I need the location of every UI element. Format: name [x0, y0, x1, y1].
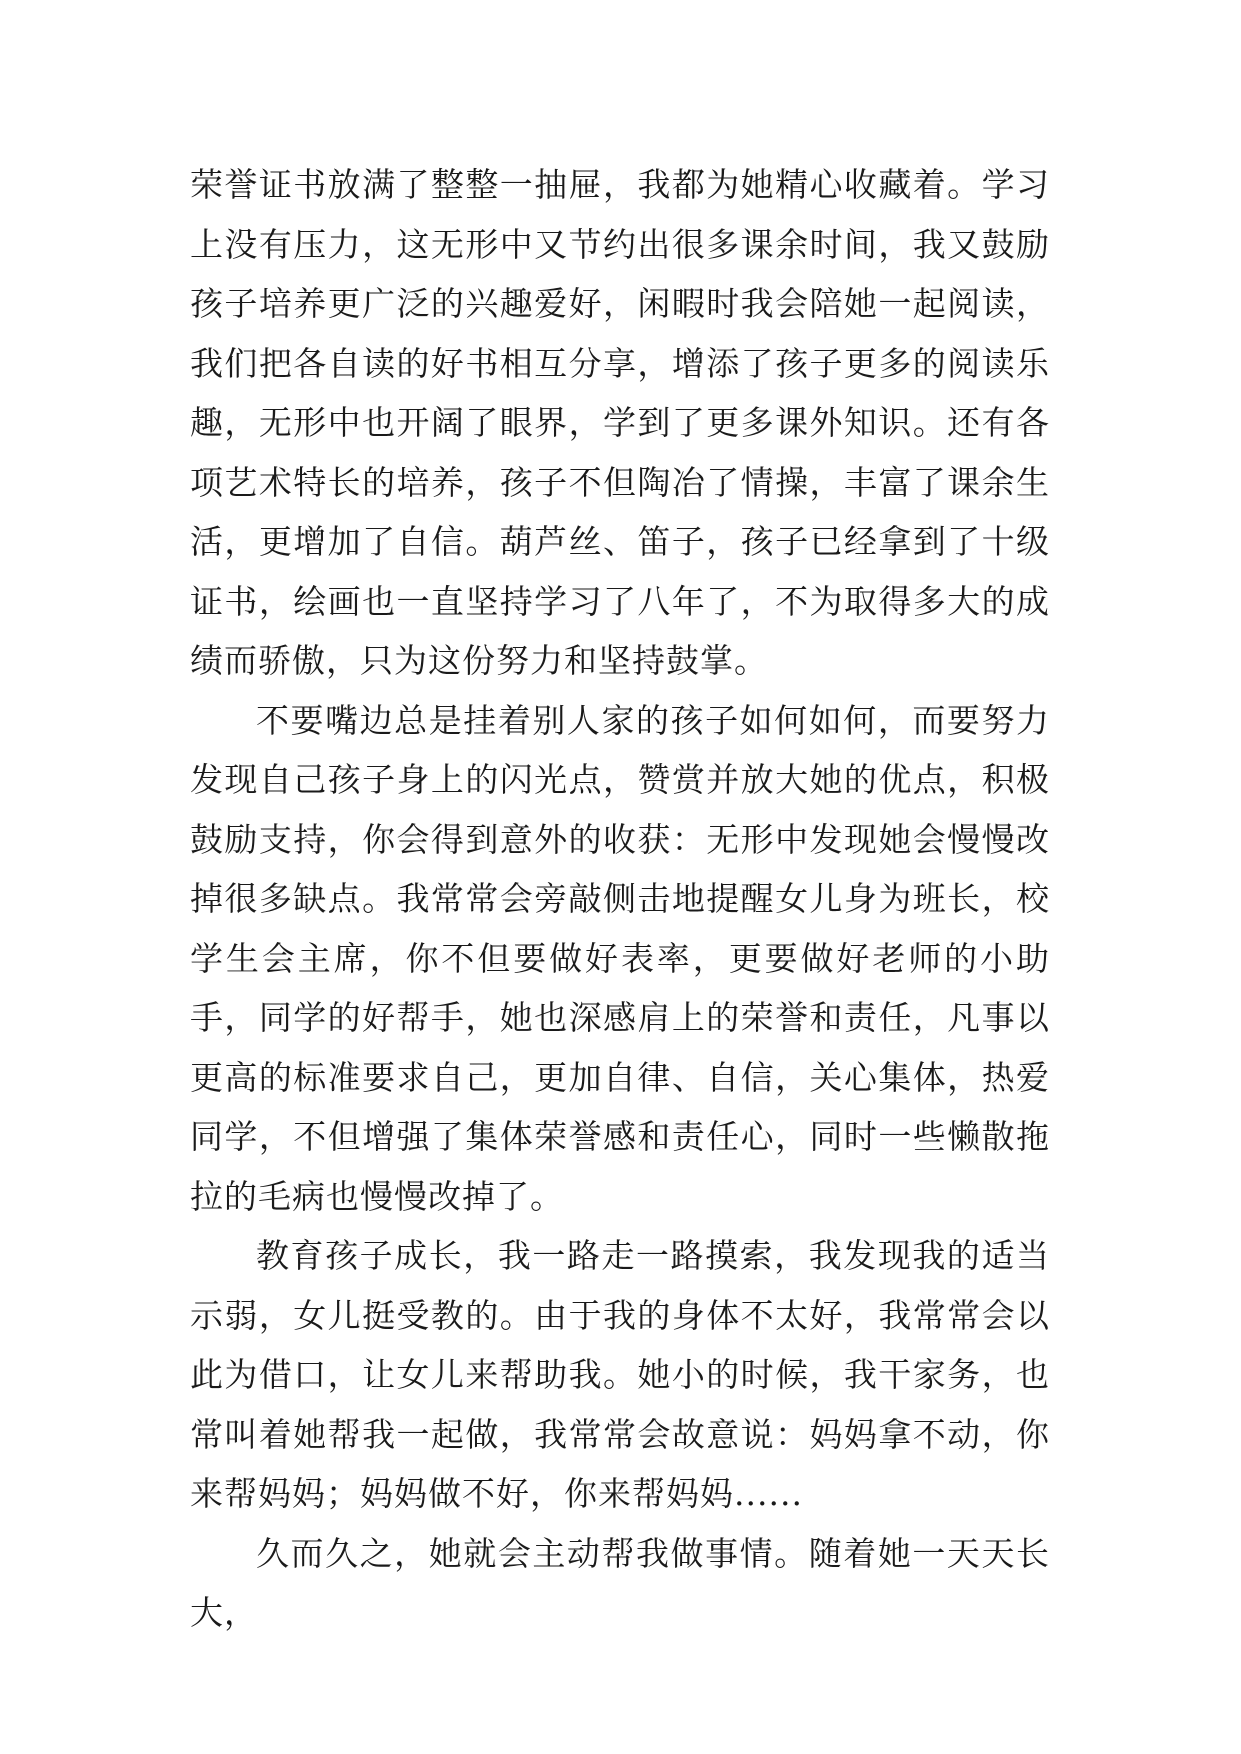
paragraph-4: 久而久之，她就会主动帮我做事情。随着她一天天长大， — [190, 1533, 1050, 1632]
paragraph-2: 不要嘴边总是挂着别人家的孩子如何如何，而要努力发现自己孩子身上的闪光点，赞赏并放大她的优点，积极鼓励支持，你会得到意外的收获：无形中发现她会慢慢改掉很多缺点。我常常会旁敲侧击地提醒女儿身为班长，校学生会主席，你不但要做好表率，更要做好老师的小助手，同学的好帮手，她也深感肩上的荣誉和责任，凡事以更高的标准要求自己，更加自律、自信，关心集体，热爱同学，不但增强了集体荣誉感和责任心，同时一些懒散拖拉的毛病也慢慢改掉了。 — [190, 700, 1050, 1216]
paragraph-3: 教育孩子成长，我一路走一路摸索，我发现我的适当示弱，女儿挺受教的。由于我的身体不太好，我常常会以此为借口，让女儿来帮助我。她小的时候，我干家务，也常叫着她帮我一起做，我常常会故意说：妈妈拿不动，你来帮妈妈；妈妈做不好，你来帮妈妈...... — [190, 1236, 1050, 1513]
paragraph-1: 荣誉证书放满了整整一抽屉，我都为她精心收藏着。学习上没有压力，这无形中又节约出很多课余时间，我又鼓励孩子培养更广泛的兴趣爱好，闲暇时我会陪她一起阅读，我们把各自读的好书相互分享，增添了孩子更多的阅读乐趣，无形中也开阔了眼界，学到了更多课外知识。还有各项艺术特长的培养，孩子不但陶冶了情操，丰富了课余生活，更增加了自信。葫芦丝、笛子，孩子已经拿到了十级证书，绘画也一直坚持学习了八年了，不为取得多大的成绩而骄傲，只为这份努力和坚持鼓掌。 — [190, 165, 1050, 680]
body-text — [190, 155, 1050, 1643]
